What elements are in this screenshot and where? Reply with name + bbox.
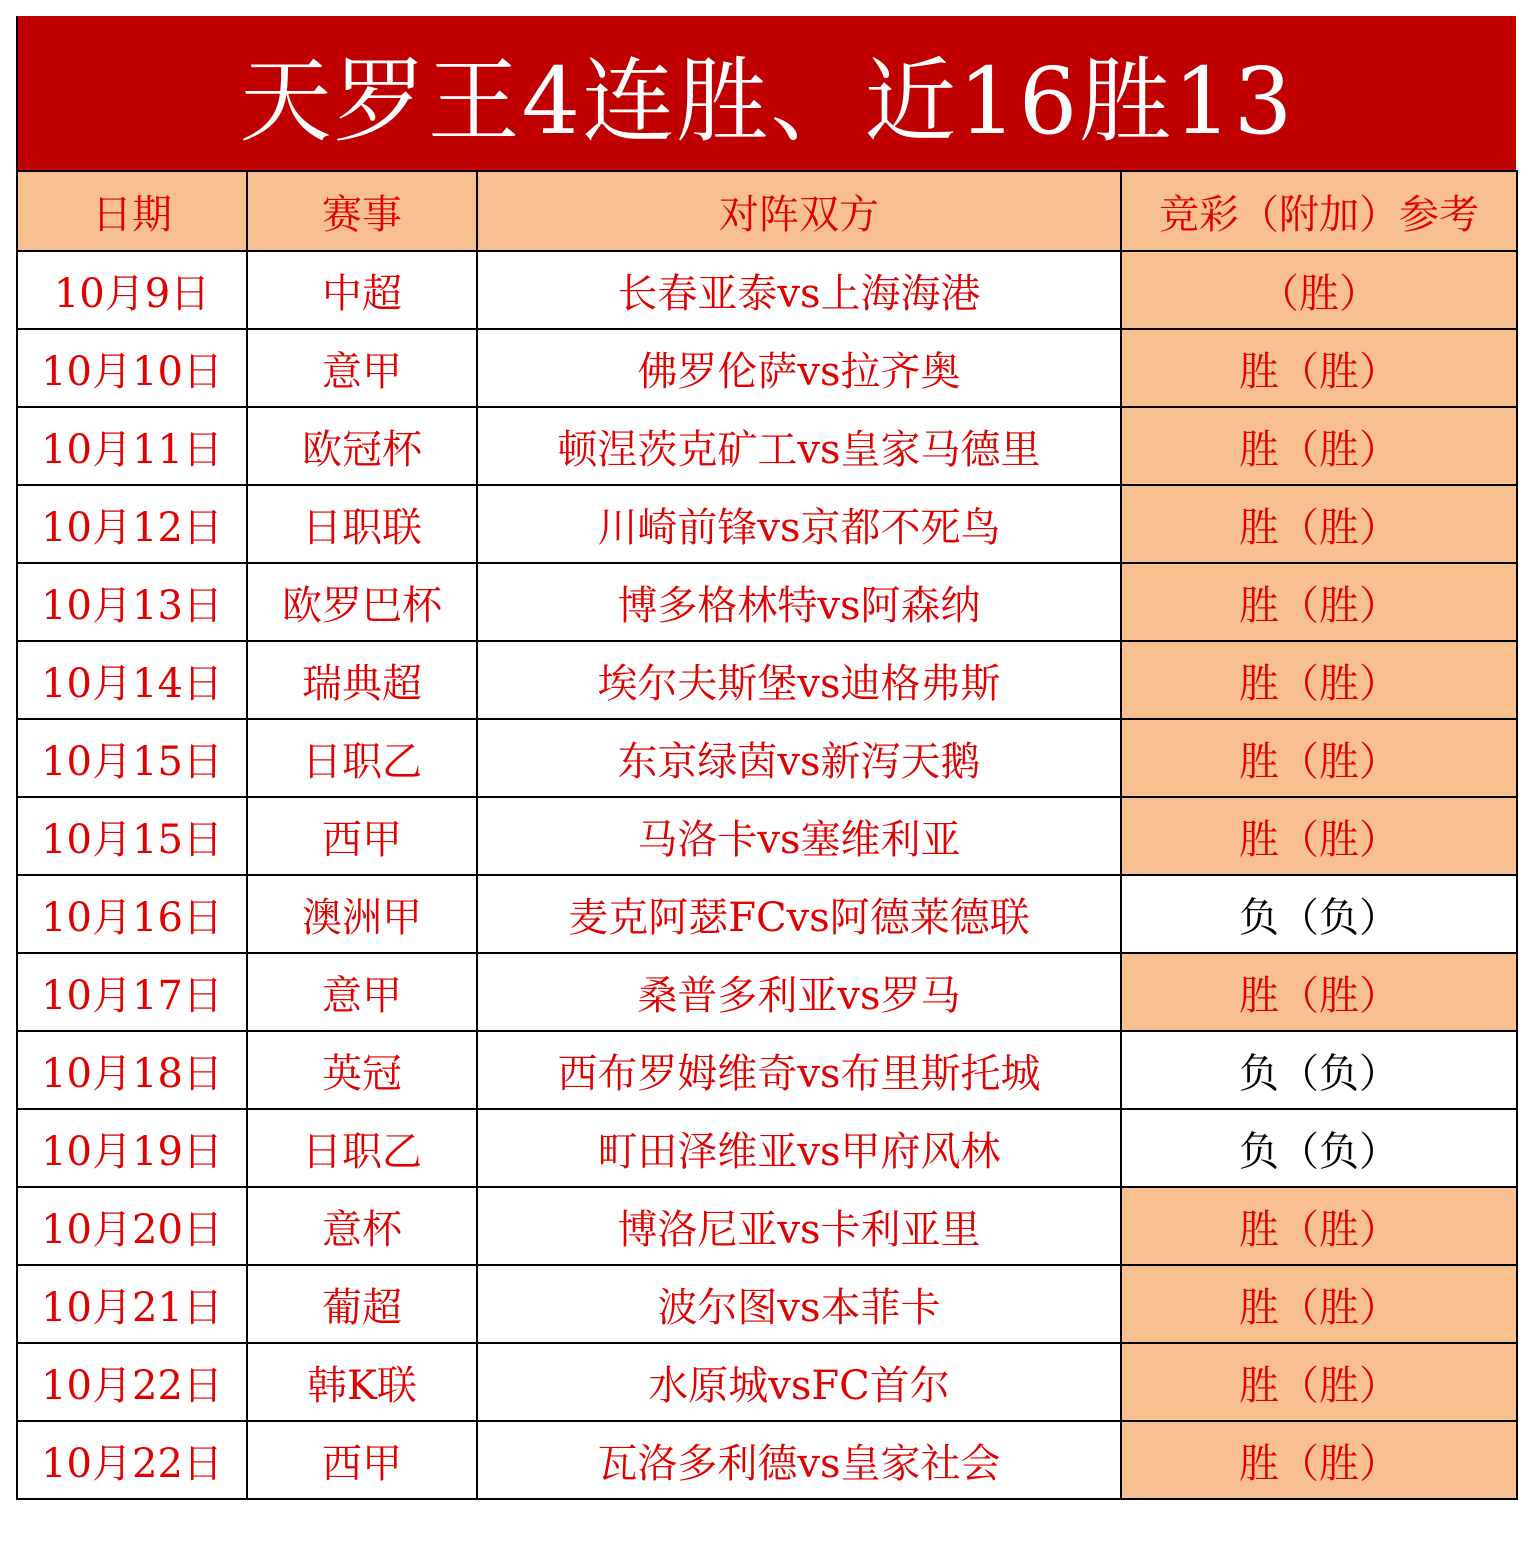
result-cell: 胜（胜） bbox=[1121, 329, 1517, 407]
match-cell: 麦克阿瑟FCvs阿德莱德联 bbox=[477, 875, 1121, 953]
results-table-body bbox=[17, 171, 1517, 1499]
table-row bbox=[17, 875, 1517, 953]
league-cell: 欧罗巴杯 bbox=[247, 563, 477, 641]
league-cell: 葡超 bbox=[247, 1265, 477, 1343]
results-sheet bbox=[16, 16, 1516, 1500]
page-title: 天罗王4连胜、近16胜13 bbox=[16, 16, 1516, 170]
match-cell: 波尔图vs本菲卡 bbox=[477, 1265, 1121, 1343]
date-cell: 10月15日 bbox=[17, 797, 247, 875]
result-cell: 胜（胜） bbox=[1121, 719, 1517, 797]
result-cell: 胜（胜） bbox=[1121, 485, 1517, 563]
table-row bbox=[17, 719, 1517, 797]
league-cell: 澳洲甲 bbox=[247, 875, 477, 953]
table-row bbox=[17, 251, 1517, 329]
date-cell: 10月22日 bbox=[17, 1343, 247, 1421]
result-cell: 负（负） bbox=[1121, 875, 1517, 953]
date-cell: 10月19日 bbox=[17, 1109, 247, 1187]
table-row bbox=[17, 1187, 1517, 1265]
result-cell: 负（负） bbox=[1121, 1109, 1517, 1187]
table-row bbox=[17, 953, 1517, 1031]
date-cell: 10月22日 bbox=[17, 1421, 247, 1499]
result-cell: 胜（胜） bbox=[1121, 563, 1517, 641]
result-cell: 胜（胜） bbox=[1121, 797, 1517, 875]
table-row bbox=[17, 1109, 1517, 1187]
table-row bbox=[17, 563, 1517, 641]
match-cell: 博多格林特vs阿森纳 bbox=[477, 563, 1121, 641]
date-cell: 10月15日 bbox=[17, 719, 247, 797]
league-cell: 意甲 bbox=[247, 329, 477, 407]
league-cell: 欧冠杯 bbox=[247, 407, 477, 485]
match-cell: 东京绿茵vs新泻天鹅 bbox=[477, 719, 1121, 797]
result-cell: 负（负） bbox=[1121, 1031, 1517, 1109]
date-cell: 10月10日 bbox=[17, 329, 247, 407]
date-cell: 10月17日 bbox=[17, 953, 247, 1031]
date-cell: 10月13日 bbox=[17, 563, 247, 641]
league-cell: 瑞典超 bbox=[247, 641, 477, 719]
date-cell: 10月16日 bbox=[17, 875, 247, 953]
match-cell: 川崎前锋vs京都不死鸟 bbox=[477, 485, 1121, 563]
league-cell: 意甲 bbox=[247, 953, 477, 1031]
table-row bbox=[17, 641, 1517, 719]
table-row bbox=[17, 407, 1517, 485]
date-cell: 10月12日 bbox=[17, 485, 247, 563]
header-reference: 竞彩（附加）参考 bbox=[1121, 171, 1517, 251]
result-cell: 胜（胜） bbox=[1121, 641, 1517, 719]
table-header-row bbox=[17, 171, 1517, 251]
date-cell: 10月18日 bbox=[17, 1031, 247, 1109]
league-cell: 意杯 bbox=[247, 1187, 477, 1265]
match-cell: 佛罗伦萨vs拉齐奥 bbox=[477, 329, 1121, 407]
result-cell: 胜（胜） bbox=[1121, 953, 1517, 1031]
match-cell: 马洛卡vs塞维利亚 bbox=[477, 797, 1121, 875]
result-cell: 胜（胜） bbox=[1121, 1421, 1517, 1499]
league-cell: 西甲 bbox=[247, 797, 477, 875]
date-cell: 10月21日 bbox=[17, 1265, 247, 1343]
match-cell: 桑普多利亚vs罗马 bbox=[477, 953, 1121, 1031]
table-row bbox=[17, 1265, 1517, 1343]
match-cell: 埃尔夫斯堡vs迪格弗斯 bbox=[477, 641, 1121, 719]
league-cell: 英冠 bbox=[247, 1031, 477, 1109]
match-cell: 町田泽维亚vs甲府风林 bbox=[477, 1109, 1121, 1187]
league-cell: 日职联 bbox=[247, 485, 477, 563]
result-cell: 胜（胜） bbox=[1121, 1265, 1517, 1343]
match-cell: 水原城vsFC首尔 bbox=[477, 1343, 1121, 1421]
league-cell: 日职乙 bbox=[247, 1109, 477, 1187]
table-row bbox=[17, 797, 1517, 875]
league-cell: 中超 bbox=[247, 251, 477, 329]
result-cell: 胜（胜） bbox=[1121, 407, 1517, 485]
table-row bbox=[17, 329, 1517, 407]
header-date: 日期 bbox=[17, 171, 247, 251]
league-cell: 西甲 bbox=[247, 1421, 477, 1499]
table-row bbox=[17, 1343, 1517, 1421]
league-cell: 韩K联 bbox=[247, 1343, 477, 1421]
header-match: 对阵双方 bbox=[477, 171, 1121, 251]
result-cell: （胜） bbox=[1121, 251, 1517, 329]
date-cell: 10月9日 bbox=[17, 251, 247, 329]
date-cell: 10月20日 bbox=[17, 1187, 247, 1265]
table-row bbox=[17, 1421, 1517, 1499]
table-row bbox=[17, 1031, 1517, 1109]
match-cell: 西布罗姆维奇vs布里斯托城 bbox=[477, 1031, 1121, 1109]
result-cell: 胜（胜） bbox=[1121, 1187, 1517, 1265]
match-cell: 顿涅茨克矿工vs皇家马德里 bbox=[477, 407, 1121, 485]
table-row bbox=[17, 485, 1517, 563]
results-table bbox=[16, 170, 1518, 1500]
match-cell: 博洛尼亚vs卡利亚里 bbox=[477, 1187, 1121, 1265]
match-cell: 瓦洛多利德vs皇家社会 bbox=[477, 1421, 1121, 1499]
date-cell: 10月14日 bbox=[17, 641, 247, 719]
header-league: 赛事 bbox=[247, 171, 477, 251]
league-cell: 日职乙 bbox=[247, 719, 477, 797]
match-cell: 长春亚泰vs上海海港 bbox=[477, 251, 1121, 329]
result-cell: 胜（胜） bbox=[1121, 1343, 1517, 1421]
date-cell: 10月11日 bbox=[17, 407, 247, 485]
